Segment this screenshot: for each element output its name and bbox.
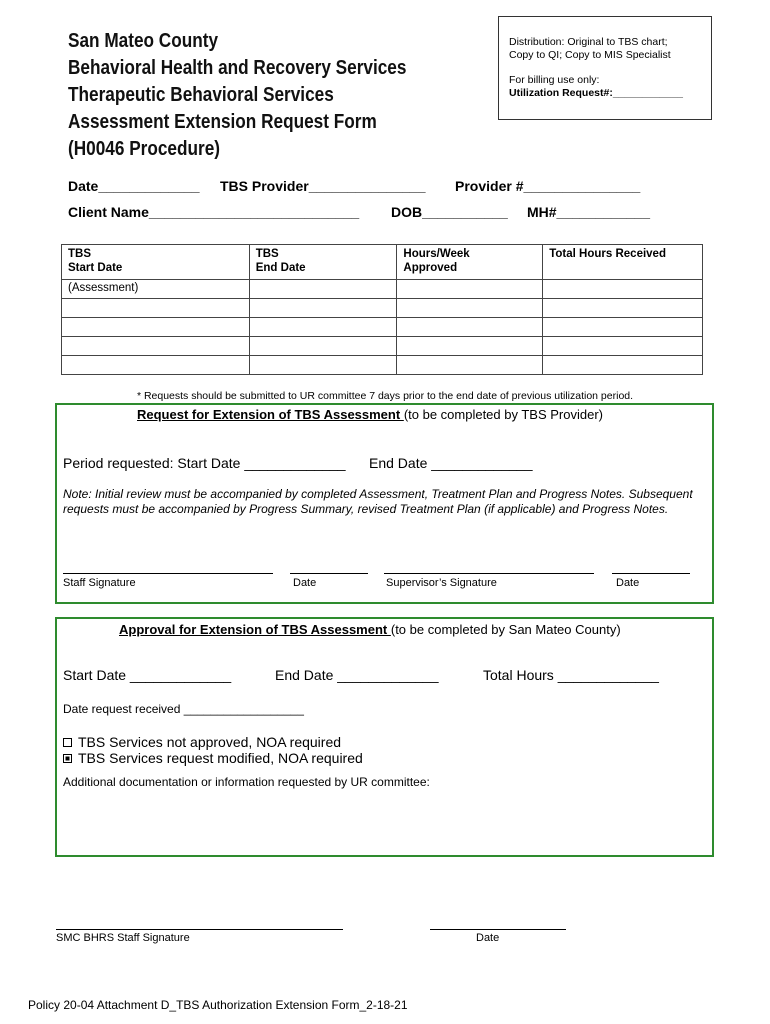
dob-field[interactable]: DOB___________ [391,204,508,220]
table-cell[interactable] [543,299,703,318]
period-start-date-field[interactable]: Period requested: Start Date _____________ [63,455,346,471]
date-field[interactable]: Date_____________ [68,178,200,194]
approval-end-date-field[interactable]: End Date _____________ [275,667,439,683]
table-cell[interactable] [249,280,397,299]
header-hours-week-approved: Hours/Week Approved [397,245,543,280]
tbs-provider-field[interactable]: TBS Provider_______________ [220,178,426,194]
table-row [62,299,703,318]
header-tbs-start-date: TBS Start Date [62,245,250,280]
title-line-procedure: (H0046 Procedure) [68,138,221,160]
table-cell[interactable] [397,356,543,375]
table-cell[interactable] [62,356,250,375]
distribution-box [498,16,712,120]
title-line-program: Therapeutic Behavioral Services [68,84,334,106]
supervisor-date-line[interactable] [612,573,690,574]
modified-label: TBS Services request modified, NOA required [78,750,363,766]
provider-number-field[interactable]: Provider #_______________ [455,178,641,194]
approval-total-hours-field[interactable]: Total Hours _____________ [483,667,659,683]
request-note: Note: Initial review must be accompanied by completed Assessment, Treatment Plan and Progress Notes. Subsequent requests must be accompanied by Progress Summary, revised Treatment Plan (if applicable) and Progress Notes. [63,487,693,516]
table-cell[interactable] [397,280,543,299]
table-cell[interactable] [543,280,703,299]
staff-signature-line[interactable] [63,573,273,574]
supervisor-date-label: Date [616,577,640,589]
form-title [68,28,406,163]
table-row [62,356,703,375]
mh-number-field[interactable]: MH#____________ [527,204,650,220]
title-line-county: San Mateo County [68,30,219,52]
supervisor-signature-label: Supervisor’s Signature [386,577,497,589]
distribution-line-2: Copy to QI; Copy to MIS Specialist [509,49,671,61]
table-header-row [62,245,703,280]
smc-staff-signature-label: SMC BHRS Staff Signature [56,932,190,944]
table-cell[interactable] [397,318,543,337]
approval-extension-section [55,617,714,857]
smc-date-line[interactable] [430,929,566,930]
table-cell[interactable] [397,337,543,356]
table-cell[interactable] [543,318,703,337]
staff-date-line[interactable] [290,573,368,574]
staff-date-label: Date [293,577,317,589]
table-row [62,280,703,299]
option-not-approved [63,734,341,750]
table-cell[interactable] [543,356,703,375]
table-cell[interactable] [62,299,250,318]
table-cell[interactable] [62,280,250,299]
table-cell[interactable] [62,337,250,356]
modified-checkbox[interactable] [63,754,72,763]
smc-staff-signature-line[interactable] [56,929,343,930]
table-cell[interactable] [249,299,397,318]
distribution-line-1: Distribution: Original to TBS chart; [509,36,668,48]
assessment-label: (Assessment) [68,282,139,294]
header-tbs-end-date: TBS End Date [249,245,397,280]
table-cell[interactable] [249,318,397,337]
additional-documentation-label: Additional documentation or information requested by UR committee: [63,775,430,789]
date-request-received-field[interactable]: Date request received __________________ [63,702,304,716]
table-cell[interactable] [249,356,397,375]
option-modified [63,750,363,766]
client-name-field[interactable]: Client Name___________________________ [68,204,360,220]
footer-policy-reference: Policy 20-04 Attachment D_TBS Authorization Extension Form_2-18-21 [28,998,408,1012]
not-approved-label: TBS Services not approved, NOA required [78,734,342,750]
staff-signature-label: Staff Signature [63,577,136,589]
billing-label: For billing use only: [509,74,600,86]
approval-start-date-field[interactable]: Start Date _____________ [63,667,232,683]
utilization-request-field[interactable]: Utilization Request#:____________ [509,87,683,99]
not-approved-checkbox[interactable] [63,738,72,747]
table-row [62,337,703,356]
request-extension-section [55,403,714,604]
approval-section-title: Approval for Extension of TBS Assessment (to be completed by San Mateo County) [119,622,621,637]
tbs-dates-table [61,244,703,375]
table-cell[interactable] [397,299,543,318]
title-line-department: Behavioral Health and Recovery Services [68,57,407,79]
table-cell[interactable] [249,337,397,356]
period-end-date-field[interactable]: End Date _____________ [369,455,533,471]
table-row [62,318,703,337]
table-cell[interactable] [62,318,250,337]
request-section-title: Request for Extension of TBS Assessment (to be completed by TBS Provider) [137,407,603,422]
header-total-hours-received: Total Hours Received [543,245,703,280]
table-cell[interactable] [543,337,703,356]
title-line-form: Assessment Extension Request Form [68,111,377,133]
smc-date-label: Date [476,932,500,944]
supervisor-signature-line[interactable] [384,573,594,574]
submission-footnote: * Requests should be submitted to UR committee 7 days prior to the end date of previous utilization period. [136,390,634,402]
